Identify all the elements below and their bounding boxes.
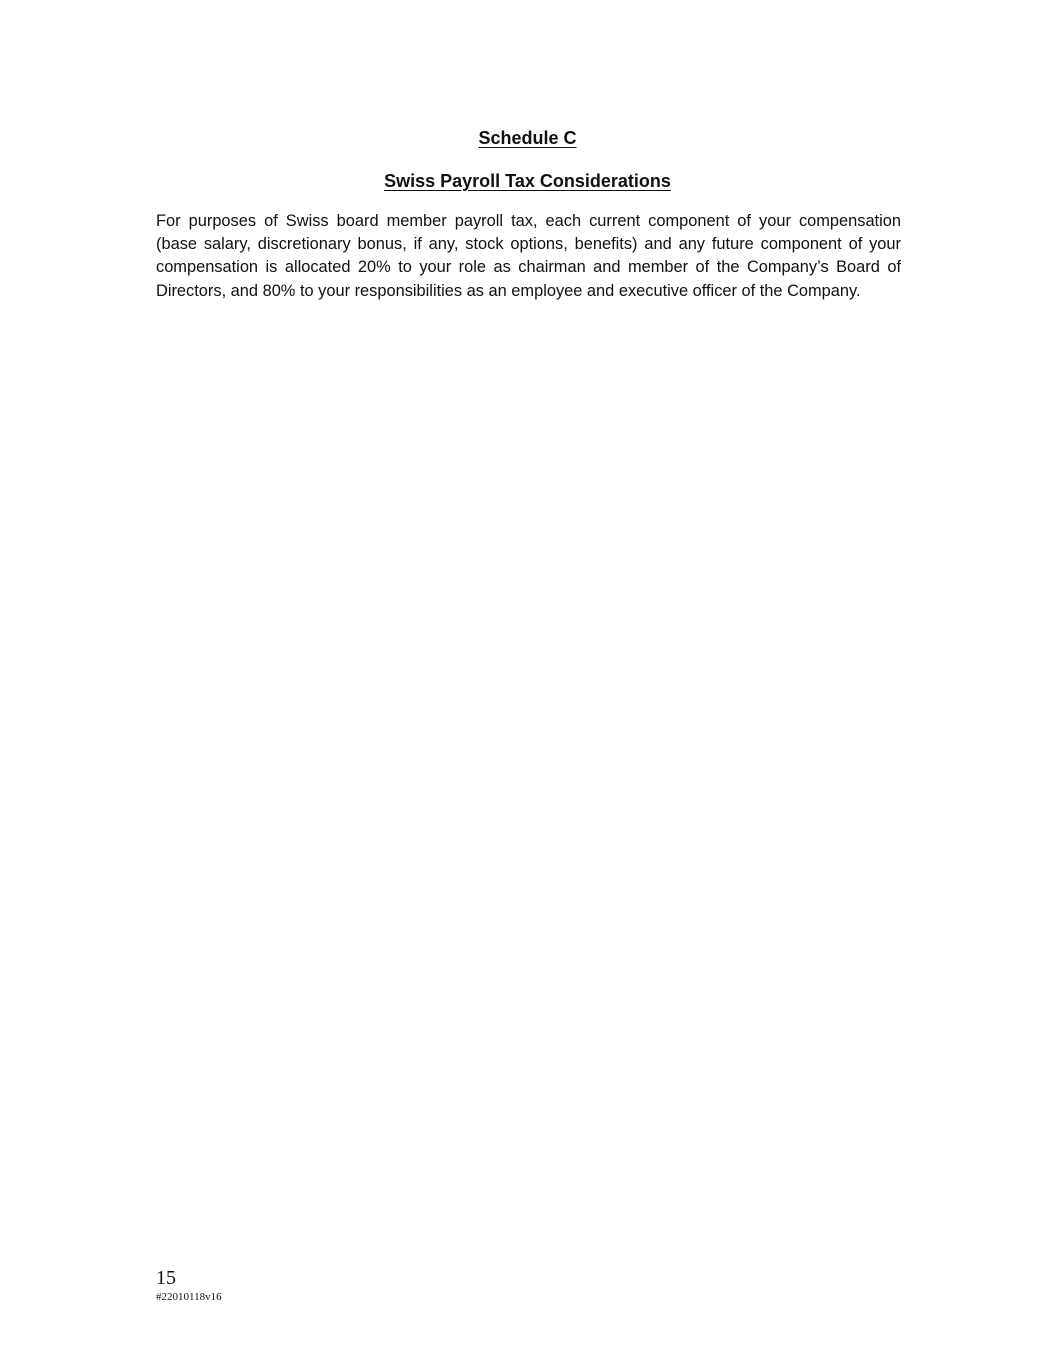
section-title: Swiss Payroll Tax Considerations bbox=[384, 171, 671, 191]
schedule-title: Schedule C bbox=[478, 128, 577, 148]
document-id: #22010118v16 bbox=[156, 1291, 222, 1303]
body-paragraph: For purposes of Swiss board member payroll tax, each current component of your compensation (base salary, discretionary bonus, if any, stock options, benefits) and any future component of your compensation is allocated 20% to your role as chairman and member of the Company’s Board of Directors, and 80% to your responsibilities as an employee and executive officer of the Company. bbox=[156, 212, 901, 300]
page-number: 15 bbox=[156, 1267, 176, 1289]
